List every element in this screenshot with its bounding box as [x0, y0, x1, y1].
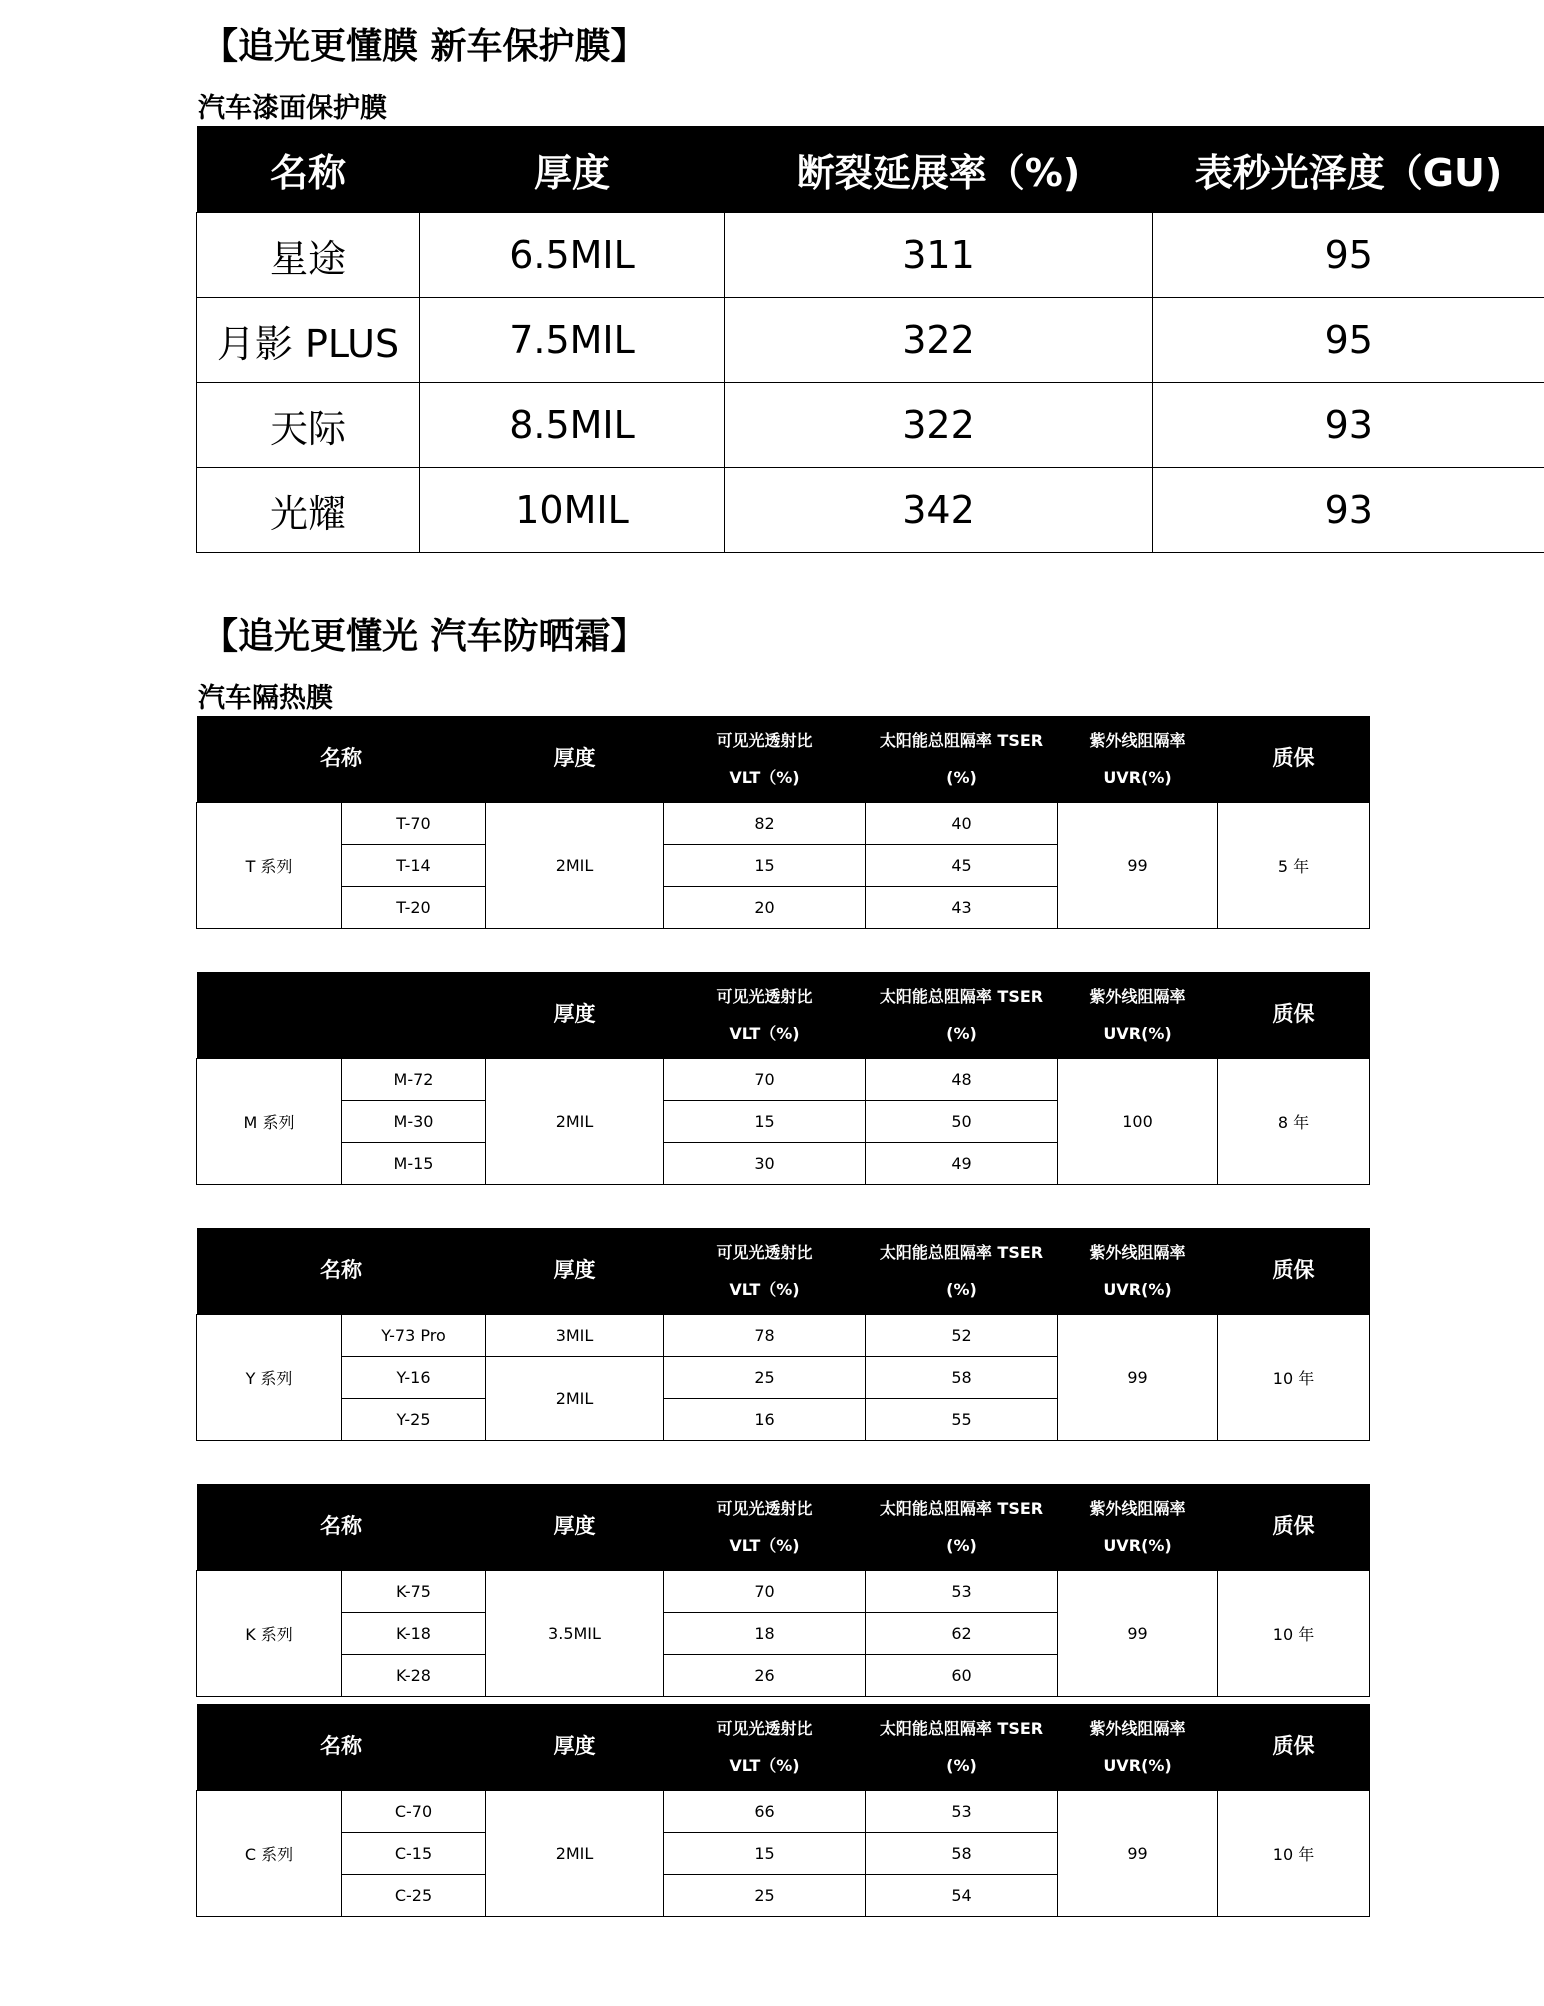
cell-vlt: 18 [664, 1613, 866, 1655]
cell-vlt: 70 [664, 1571, 866, 1613]
cell-tser: 58 [866, 1357, 1058, 1399]
cell-vlt: 26 [664, 1655, 866, 1697]
table-header-row [197, 126, 1544, 213]
t-series-table [196, 716, 1370, 929]
header-gloss: 表秒光泽度（GU) [1153, 126, 1544, 213]
section-subtitle-window-film: 汽车隔热膜 [198, 683, 333, 714]
header-name: 名称 [197, 716, 486, 803]
table-row [197, 1791, 1370, 1833]
c-series-table [196, 1704, 1370, 1917]
table-header-row [197, 972, 1370, 1059]
header-uvr-line1: 紫外线阻隔率 [1089, 1242, 1186, 1262]
header-uvr [1058, 1484, 1218, 1571]
header-tser-line1: 太阳能总阻隔率 TSER [879, 1718, 1044, 1738]
cell-thickness: 2MIL [486, 1791, 664, 1917]
cell-model: M-30 [342, 1101, 486, 1143]
cell-thickness: 2MIL [486, 1357, 664, 1441]
header-warranty: 质保 [1218, 972, 1370, 1059]
header-uvr-line2: UVR(%) [1103, 1024, 1172, 1043]
cell-vlt: 78 [664, 1315, 866, 1357]
header-warranty: 质保 [1218, 1704, 1370, 1791]
header-tser [866, 1228, 1058, 1315]
cell-name: 星途 [197, 213, 420, 298]
cell-model: Y-25 [342, 1399, 486, 1441]
cell-tser: 60 [866, 1655, 1058, 1697]
table-row [197, 298, 1544, 383]
cell-vlt: 15 [664, 1101, 866, 1143]
header-uvr [1058, 716, 1218, 803]
cell-vlt: 25 [664, 1357, 866, 1399]
cell-thickness: 6.5MIL [420, 213, 725, 298]
cell-vlt: 66 [664, 1791, 866, 1833]
header-vlt [664, 1484, 866, 1571]
cell-model: T-20 [342, 887, 486, 929]
cell-thickness: 2MIL [486, 1059, 664, 1185]
cell-model: Y-16 [342, 1357, 486, 1399]
header-uvr-line1: 紫外线阻隔率 [1089, 986, 1186, 1006]
header-vlt [664, 1704, 866, 1791]
header-blank [197, 972, 486, 1059]
header-vlt-line1: 可见光透射比 [716, 1498, 813, 1518]
header-uvr-line1: 紫外线阻隔率 [1089, 730, 1186, 750]
header-name: 名称 [197, 126, 420, 213]
header-thickness: 厚度 [486, 1484, 664, 1571]
header-vlt-line2: VLT（%) [729, 1756, 800, 1775]
cell-gloss: 95 [1153, 213, 1544, 298]
cell-vlt: 15 [664, 1833, 866, 1875]
cell-model: C-70 [342, 1791, 486, 1833]
cell-uvr: 99 [1058, 1791, 1218, 1917]
cell-model: C-25 [342, 1875, 486, 1917]
cell-tser: 52 [866, 1315, 1058, 1357]
cell-vlt: 15 [664, 845, 866, 887]
cell-warranty: 8 年 [1218, 1059, 1370, 1185]
header-thickness: 厚度 [486, 972, 664, 1059]
section-title-window-film: 【追光更懂光 汽车防晒霜】 [202, 616, 647, 657]
header-name: 名称 [197, 1228, 486, 1315]
cell-model: T-70 [342, 803, 486, 845]
header-tser-line1: 太阳能总阻隔率 TSER [879, 1498, 1044, 1518]
header-thickness: 厚度 [486, 1704, 664, 1791]
cell-elongation: 322 [725, 298, 1153, 383]
cell-model: K-18 [342, 1613, 486, 1655]
header-uvr-line2: UVR(%) [1103, 1536, 1172, 1555]
cell-series: K 系列 [197, 1571, 342, 1697]
cell-model: M-72 [342, 1059, 486, 1101]
header-tser-line1: 太阳能总阻隔率 TSER [879, 986, 1044, 1006]
table-header-row [197, 716, 1370, 803]
cell-name: 光耀 [197, 468, 420, 553]
cell-series: Y 系列 [197, 1315, 342, 1441]
header-warranty: 质保 [1218, 1484, 1370, 1571]
cell-elongation: 322 [725, 383, 1153, 468]
cell-thickness: 3MIL [486, 1315, 664, 1357]
cell-thickness: 10MIL [420, 468, 725, 553]
header-vlt [664, 972, 866, 1059]
cell-model: C-15 [342, 1833, 486, 1875]
header-vlt-line2: VLT（%) [729, 1280, 800, 1299]
header-tser-line2: (%) [946, 1280, 977, 1299]
cell-tser: 53 [866, 1571, 1058, 1613]
cell-elongation: 342 [725, 468, 1153, 553]
header-vlt-line1: 可见光透射比 [716, 730, 813, 750]
cell-vlt: 82 [664, 803, 866, 845]
header-vlt [664, 1228, 866, 1315]
cell-tser: 49 [866, 1143, 1058, 1185]
cell-tser: 54 [866, 1875, 1058, 1917]
header-tser-line2: (%) [946, 1536, 977, 1555]
table-row [197, 1315, 1370, 1357]
table-row [197, 383, 1544, 468]
header-vlt-line1: 可见光透射比 [716, 1718, 813, 1738]
header-thickness: 厚度 [486, 716, 664, 803]
header-uvr-line2: UVR(%) [1103, 768, 1172, 787]
cell-tser: 50 [866, 1101, 1058, 1143]
cell-thickness: 3.5MIL [486, 1571, 664, 1697]
header-warranty: 质保 [1218, 716, 1370, 803]
section-title-paint-protection: 【追光更懂膜 新车保护膜】 [202, 26, 647, 67]
header-warranty: 质保 [1218, 1228, 1370, 1315]
table-row [197, 1571, 1370, 1613]
cell-series: T 系列 [197, 803, 342, 929]
cell-tser: 55 [866, 1399, 1058, 1441]
cell-thickness: 7.5MIL [420, 298, 725, 383]
table-row [197, 213, 1544, 298]
cell-gloss: 93 [1153, 383, 1544, 468]
header-vlt-line2: VLT（%) [729, 768, 800, 787]
cell-tser: 62 [866, 1613, 1058, 1655]
cell-tser: 53 [866, 1791, 1058, 1833]
cell-tser: 40 [866, 803, 1058, 845]
cell-gloss: 93 [1153, 468, 1544, 553]
paint-protection-table [196, 126, 1544, 553]
cell-warranty: 10 年 [1218, 1315, 1370, 1441]
cell-warranty: 10 年 [1218, 1791, 1370, 1917]
table-header-row [197, 1704, 1370, 1791]
cell-uvr: 100 [1058, 1059, 1218, 1185]
header-vlt-line2: VLT（%) [729, 1536, 800, 1555]
cell-gloss: 95 [1153, 298, 1544, 383]
header-uvr [1058, 1704, 1218, 1791]
table-row [197, 803, 1370, 845]
table-row [197, 1059, 1370, 1101]
cell-warranty: 10 年 [1218, 1571, 1370, 1697]
header-uvr [1058, 1228, 1218, 1315]
cell-model: K-28 [342, 1655, 486, 1697]
cell-name: 天际 [197, 383, 420, 468]
header-uvr-line1: 紫外线阻隔率 [1089, 1498, 1186, 1518]
header-elongation: 断裂延展率（%) [725, 126, 1153, 213]
cell-series: M 系列 [197, 1059, 342, 1185]
cell-model: T-14 [342, 845, 486, 887]
cell-tser: 43 [866, 887, 1058, 929]
header-uvr-line1: 紫外线阻隔率 [1089, 1718, 1186, 1738]
cell-vlt: 25 [664, 1875, 866, 1917]
cell-model: K-75 [342, 1571, 486, 1613]
table-row [197, 468, 1544, 553]
cell-vlt: 30 [664, 1143, 866, 1185]
header-tser-line2: (%) [946, 1024, 977, 1043]
header-uvr [1058, 972, 1218, 1059]
header-vlt-line2: VLT（%) [729, 1024, 800, 1043]
header-tser-line1: 太阳能总阻隔率 TSER [879, 1242, 1044, 1262]
cell-tser: 48 [866, 1059, 1058, 1101]
header-uvr-line2: UVR(%) [1103, 1280, 1172, 1299]
k-series-table [196, 1484, 1370, 1697]
cell-elongation: 311 [725, 213, 1153, 298]
header-thickness: 厚度 [486, 1228, 664, 1315]
header-vlt-line1: 可见光透射比 [716, 1242, 813, 1262]
header-tser-line2: (%) [946, 768, 977, 787]
cell-name: 月影 PLUS [197, 298, 420, 383]
cell-model: Y-73 Pro [342, 1315, 486, 1357]
header-vlt-line1: 可见光透射比 [716, 986, 813, 1006]
header-tser [866, 1704, 1058, 1791]
header-name: 名称 [197, 1484, 486, 1571]
cell-uvr: 99 [1058, 1315, 1218, 1441]
y-series-table [196, 1228, 1370, 1441]
header-tser [866, 972, 1058, 1059]
cell-model: M-15 [342, 1143, 486, 1185]
cell-uvr: 99 [1058, 803, 1218, 929]
header-tser-line1: 太阳能总阻隔率 TSER [879, 730, 1044, 750]
m-series-table [196, 972, 1370, 1185]
header-tser [866, 1484, 1058, 1571]
cell-tser: 45 [866, 845, 1058, 887]
table-header-row [197, 1484, 1370, 1571]
header-name: 名称 [197, 1704, 486, 1791]
header-vlt [664, 716, 866, 803]
table-header-row [197, 1228, 1370, 1315]
header-tser [866, 716, 1058, 803]
cell-thickness: 2MIL [486, 803, 664, 929]
cell-vlt: 70 [664, 1059, 866, 1101]
cell-series: C 系列 [197, 1791, 342, 1917]
section-subtitle-paint-protection: 汽车漆面保护膜 [198, 93, 387, 124]
cell-vlt: 20 [664, 887, 866, 929]
header-thickness: 厚度 [420, 126, 725, 213]
header-uvr-line2: UVR(%) [1103, 1756, 1172, 1775]
cell-uvr: 99 [1058, 1571, 1218, 1697]
cell-tser: 58 [866, 1833, 1058, 1875]
cell-thickness: 8.5MIL [420, 383, 725, 468]
header-tser-line2: (%) [946, 1756, 977, 1775]
cell-warranty: 5 年 [1218, 803, 1370, 929]
cell-vlt: 16 [664, 1399, 866, 1441]
